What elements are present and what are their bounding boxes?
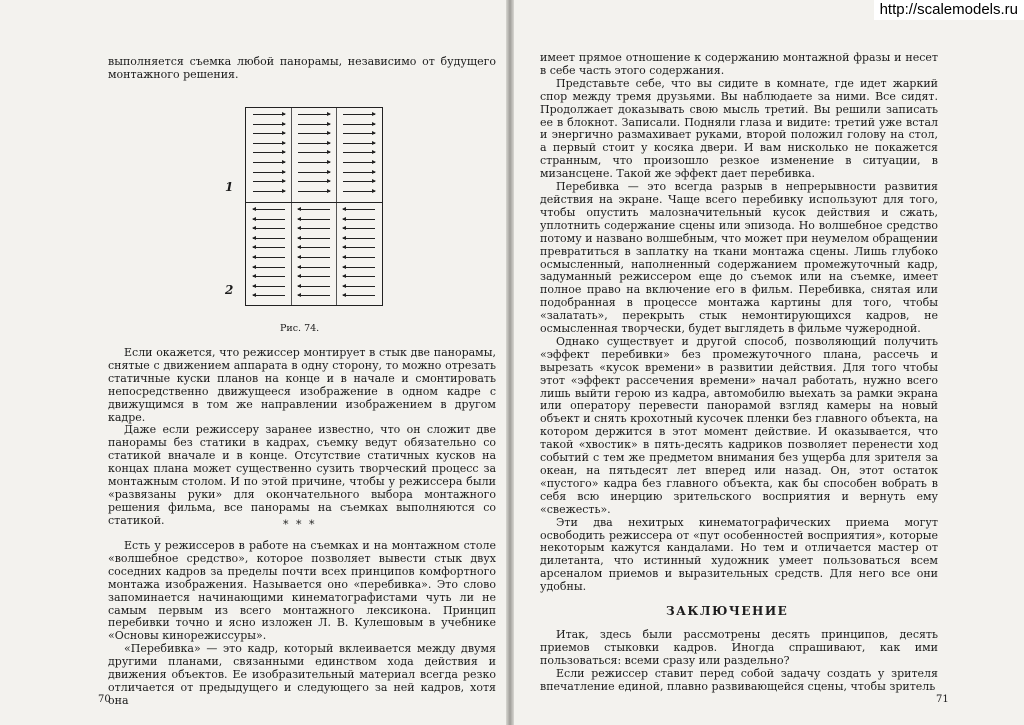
right-column-upper [540, 52, 938, 594]
arrow-left-icon [298, 228, 330, 229]
arrow-left-icon [253, 295, 285, 296]
arrow-right-icon [343, 181, 375, 182]
arrow-left-icon [253, 267, 285, 268]
page-number-right: 71 [936, 694, 949, 705]
figure-grid-line [336, 108, 337, 305]
arrow-left-icon [343, 295, 375, 296]
paragraph: Представьте себе, что вы сидите в комнате, где идет жаркий спор между тремя друзьями. Вы наблюдаете за ними. Все сидят. Продолжает доказывать свою мысль третий. Вы решили записать ее в блокнот. Записали. Подняли глаза и видите: третий уже встал и энергично размахивает руками, второй положил голову на стол, а первый стоит у косяка двери. И вам нисколько не покажется странным, что произошло резкое изменение в ситуации, в мизансцене. Такой же эффект дает перебивка. [540, 76, 938, 181]
paragraph: Итак, здесь были рассмотрены десять принципов, десять приемов стыковки кадров. Иногда спрашивают, как ими пользоваться: всеми сразу или раздельно? [540, 628, 938, 667]
arrow-right-icon [343, 143, 375, 144]
figure-grid-line [291, 108, 292, 305]
arrow-left-icon [253, 257, 285, 258]
arrow-left-icon [298, 247, 330, 248]
paragraph: Эти два нехитрых кинематографических приема могут освободить режиссера от «пут особенностей восприятия», которые некоторым кажутся кандалами. Но тем и отличается мастер от дилетанта, что истинный художник умеет пользоваться всем арсеналом приемов и выразительных средств. Для него все они удобны. [540, 515, 938, 594]
arrow-left-icon [343, 219, 375, 220]
arrow-right-icon [253, 162, 285, 163]
figure-74 [245, 107, 383, 306]
arrow-right-icon [298, 114, 330, 115]
page-number-left: 70 [98, 694, 111, 705]
figure-caption: Рис. 74. [280, 323, 320, 334]
arrow-right-icon [253, 191, 285, 192]
arrow-right-icon [343, 133, 375, 134]
arrow-right-icon [298, 143, 330, 144]
section-separator: * * * [283, 518, 317, 531]
left-top-line: выполняется съемка любой панорамы, независимо от будущего монтажного решения. [108, 55, 496, 81]
arrow-right-icon [253, 114, 285, 115]
paragraph: Есть у режиссеров в работе на съемках и на монтажном столе «волшебное средство», которое позволяет вывести стык двух соседних кадров за пределы почти всех принципов комфортного монтажа изображения. Называется оно «перебивка». Это слово запоминается начинающими кинематографистами чуть ли не самым первым из всего монтажного лексикона. Принцип перебивки точно и ясно изложен Л. В. Кулешовым в учебнике «Основы кинорежиссуры». [108, 539, 496, 643]
right-column-conclusion [540, 629, 938, 694]
arrow-right-icon [253, 143, 285, 144]
arrow-right-icon [298, 162, 330, 163]
arrow-left-icon [253, 238, 285, 239]
arrow-left-icon [253, 209, 285, 210]
arrow-left-icon [343, 276, 375, 277]
paragraph: «Перебивка» — это кадр, который вклеивается между двумя другими планами, связанными единством хода действия и движения объектов. Ее изобразительный материал всегда резко отличается от предыдущего и следующего за ней кадров, хотя она [108, 642, 496, 707]
arrow-left-icon [298, 295, 330, 296]
arrow-left-icon [343, 238, 375, 239]
paragraph: Однако существует и другой способ, позволяющий получить «эффект перебивки» без промежуточного плана, рассечь и вырезать «кусок времени» в развитии действия. Для того чтобы этот «эффект рассечения времени» начал работать, нужно всего лишь выйти герою из кадра, автомобилю выехать за рамки экрана или оператору перевести панорамой взгляд камеры на новый объект и снять крохотный кусочек пленки без главного объекта, на котором держится в этот момент действие. И оказывается, что такой «хвостик» в пять-десять кадриков позволяет перенести ход событий с тем же предметом внимания без ущерба для зрителя за океан, на пятьдесят лет вперед или назад. Он, этот остаток «пустого» кадра без главного объекта, как бы способен вобрать в себя всю инерцию зрительского восприятия и вернуть ему «свежесть». [540, 334, 938, 516]
watermark: http://scalemodels.ru [874, 0, 1024, 20]
section-heading: ЗАКЛЮЧЕНИЕ [666, 604, 789, 618]
arrow-right-icon [343, 114, 375, 115]
arrow-right-icon [343, 191, 375, 192]
left-top-text [108, 56, 496, 82]
figure-label-2: 2 [225, 283, 234, 297]
paragraph: Перебивка — это всегда разрыв в непрерывности развития действия на экране. Чаще всего перебивку используют для того, чтобы опустить малозначительный кусок действия и сжать, уплотнить содержание сцены или эпизода. Но волшебное средство потому и названо волшебным, что может при неумелом обращении превратиться в заплатку на ткани монтажа сцены. Лишь глубоко осмысленный, наполненный содержанием промежуточный кадр, задуманный режиссером еще до съемок или на съемке, имеет полное право на включение его в фильм. Перебивка, снятая или подобранная в процессе монтажа картины для того, чтобы «залатать», перекрыть стык немонтирующихся кадров, не осмысленная творчески, будет выглядеть в фильме чужеродной. [540, 180, 938, 336]
arrow-right-icon [253, 124, 285, 125]
paragraph: имеет прямое отношение к содержанию монтажной фразы и несет в себе часть этого содержания. [540, 51, 938, 77]
paragraph: Даже если режиссеру заранее известно, что он сложит две панорамы без статики в кадрах, съемку ведут обязательно со статикой вначале и в конце. Отсутствие статичных кусков на концах плана может существенно сузить творческий процесс за монтажным столом. И по этой причине, чтобы у режиссера были «развязаны руки» для окончательного выбора монтажного решения фильма, все панорамы на съемках выполняются со статикой. [108, 423, 496, 527]
arrow-right-icon [253, 133, 285, 134]
arrow-left-icon [298, 209, 330, 210]
arrow-left-icon [253, 276, 285, 277]
arrow-left-icon [343, 209, 375, 210]
arrow-right-icon [298, 181, 330, 182]
book-spine [506, 0, 514, 725]
figure-label-1: 1 [225, 180, 234, 194]
arrow-right-icon [298, 152, 330, 153]
arrow-right-icon [343, 152, 375, 153]
arrow-left-icon [298, 286, 330, 287]
arrow-left-icon [298, 219, 330, 220]
arrow-right-icon [253, 172, 285, 173]
arrow-right-icon [298, 124, 330, 125]
arrow-right-icon [253, 181, 285, 182]
arrow-right-icon [253, 152, 285, 153]
left-column-lower [108, 540, 496, 708]
arrow-right-icon [343, 124, 375, 125]
arrow-right-icon [298, 172, 330, 173]
left-page [0, 0, 510, 725]
arrow-left-icon [343, 228, 375, 229]
left-column-upper [108, 347, 496, 528]
arrow-left-icon [343, 286, 375, 287]
arrow-left-icon [298, 238, 330, 239]
arrow-left-icon [343, 267, 375, 268]
arrow-right-icon [343, 172, 375, 173]
arrow-left-icon [298, 257, 330, 258]
arrow-left-icon [253, 219, 285, 220]
paragraph: Если окажется, что режиссер монтирует в стык две панорамы, снятые с движением аппарата в одну сторону, то можно отрезать статичные куски планов на конце и в начале и смонтировать непосредственно движущееся изображение в одном кадре с движущимся в том же направлении изображением в другом кадре. [108, 346, 496, 424]
arrow-left-icon [343, 247, 375, 248]
arrow-left-icon [253, 228, 285, 229]
arrow-right-icon [298, 191, 330, 192]
arrow-left-icon [298, 276, 330, 277]
arrow-left-icon [298, 267, 330, 268]
arrow-left-icon [253, 286, 285, 287]
arrow-left-icon [253, 247, 285, 248]
arrow-right-icon [343, 162, 375, 163]
figure-divider [246, 202, 382, 203]
arrow-right-icon [298, 133, 330, 134]
arrow-left-icon [343, 257, 375, 258]
paragraph: Если режиссер ставит перед собой задачу создать у зрителя впечатление единой, плавно развивающейся сцены, чтобы зритель [540, 666, 938, 693]
